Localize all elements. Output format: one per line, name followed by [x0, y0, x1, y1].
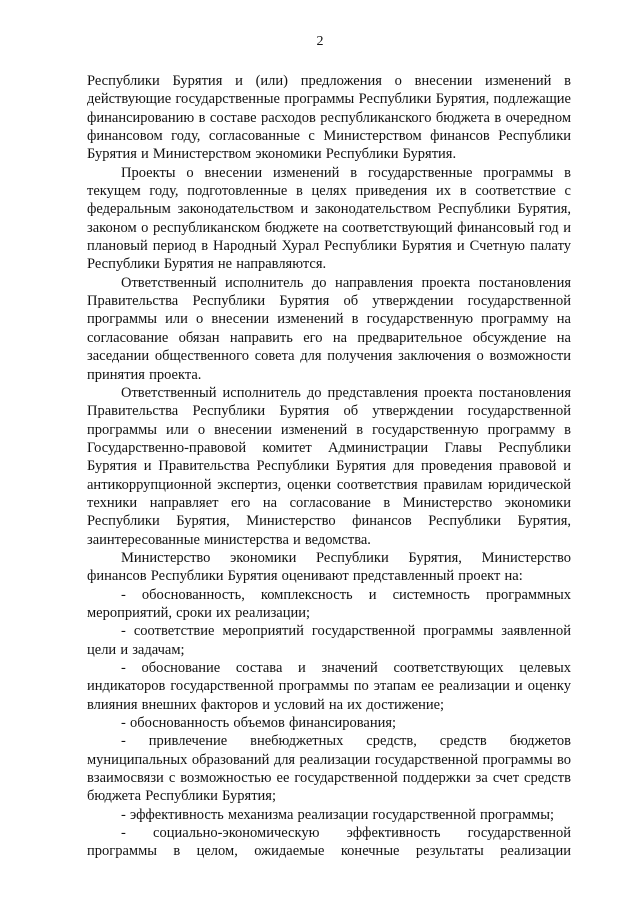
document-body	[87, 72, 571, 861]
list-item: - привлечение внебюджетных средств, средств бюджетов муниципальных образований для реализации государственной программы во взаимосвязи с возможностью ее государственной поддержки за счет средств бюджета Республики Бурятия;	[87, 733, 571, 805]
paragraph: Республики Бурятия и (или) предложения о внесении изменений в действующие государственные программы Республики Бурятия, подлежащие финансированию в составе расходов республиканского бюджета в очередном финансовом году, согласованные с Министерством финансов Республики Бурятия и Министерством экономики Республики Бурятия.	[87, 73, 571, 163]
page-number: 2	[316, 34, 324, 49]
list-item: - обоснование состава и значений соответствующих целевых индикаторов государственной программы по этапам ее реализации и оценку влияния внешних факторов и условий на их достижение;	[87, 660, 571, 713]
list-item: - обоснованность объемов финансирования;	[121, 715, 397, 732]
paragraph: Ответственный исполнитель до представления проекта постановления Правительства Республики Бурятия об утверждении государственной программы или о внесении изменений в государственную программу в Государственно-правовой комитет Администрации Главы Республики Бурятия и Правительства Республики Бурятия для проведения правовой и антикоррупционной экспертиз, оценки соответствия правилам юридической техники направляет его на согласование в Министерство экономики Республики Бурятия, Министерство финансов Республики Бурятия, заинтересованные министерства и ведомства.	[87, 384, 571, 548]
list-item: - социально-экономическую эффективность государственной программы в целом, ожидаемые конечные результаты реализации	[87, 825, 571, 860]
paragraph: Министерство экономики Республики Бурятия, Министерство финансов Республики Бурятия оценивают представленный проект на:	[87, 549, 571, 585]
paragraph: Проекты о внесении изменений в государственные программы в текущем году, подготовленные в целях приведения их в соответствие с федеральным законодательством и законодательством Республики Бурятия, законом о республиканском бюджете на соответствующий финансовый год и плановый период в Народный Хурал Республики Бурятия и Счетную палату Республики Бурятия не направляются.	[87, 164, 571, 273]
list-item: - соответствие мероприятий государственной программы заявленной цели и задачам;	[87, 623, 571, 658]
list-item: - эффективность механизма реализации государственной программы;	[121, 806, 554, 823]
list-item: - обоснованность, комплексность и системность программных мероприятий, сроки их реализации;	[87, 586, 571, 621]
paragraph: Ответственный исполнитель до направления проекта постановления Правительства Республики Бурятия об утверждении государственной программы или о внесении изменений в государственную программу на согласование обязан направить его на предварительное обсуждение на заседании общественного совета для получения заключения о возможности принятия проекта.	[87, 274, 571, 383]
